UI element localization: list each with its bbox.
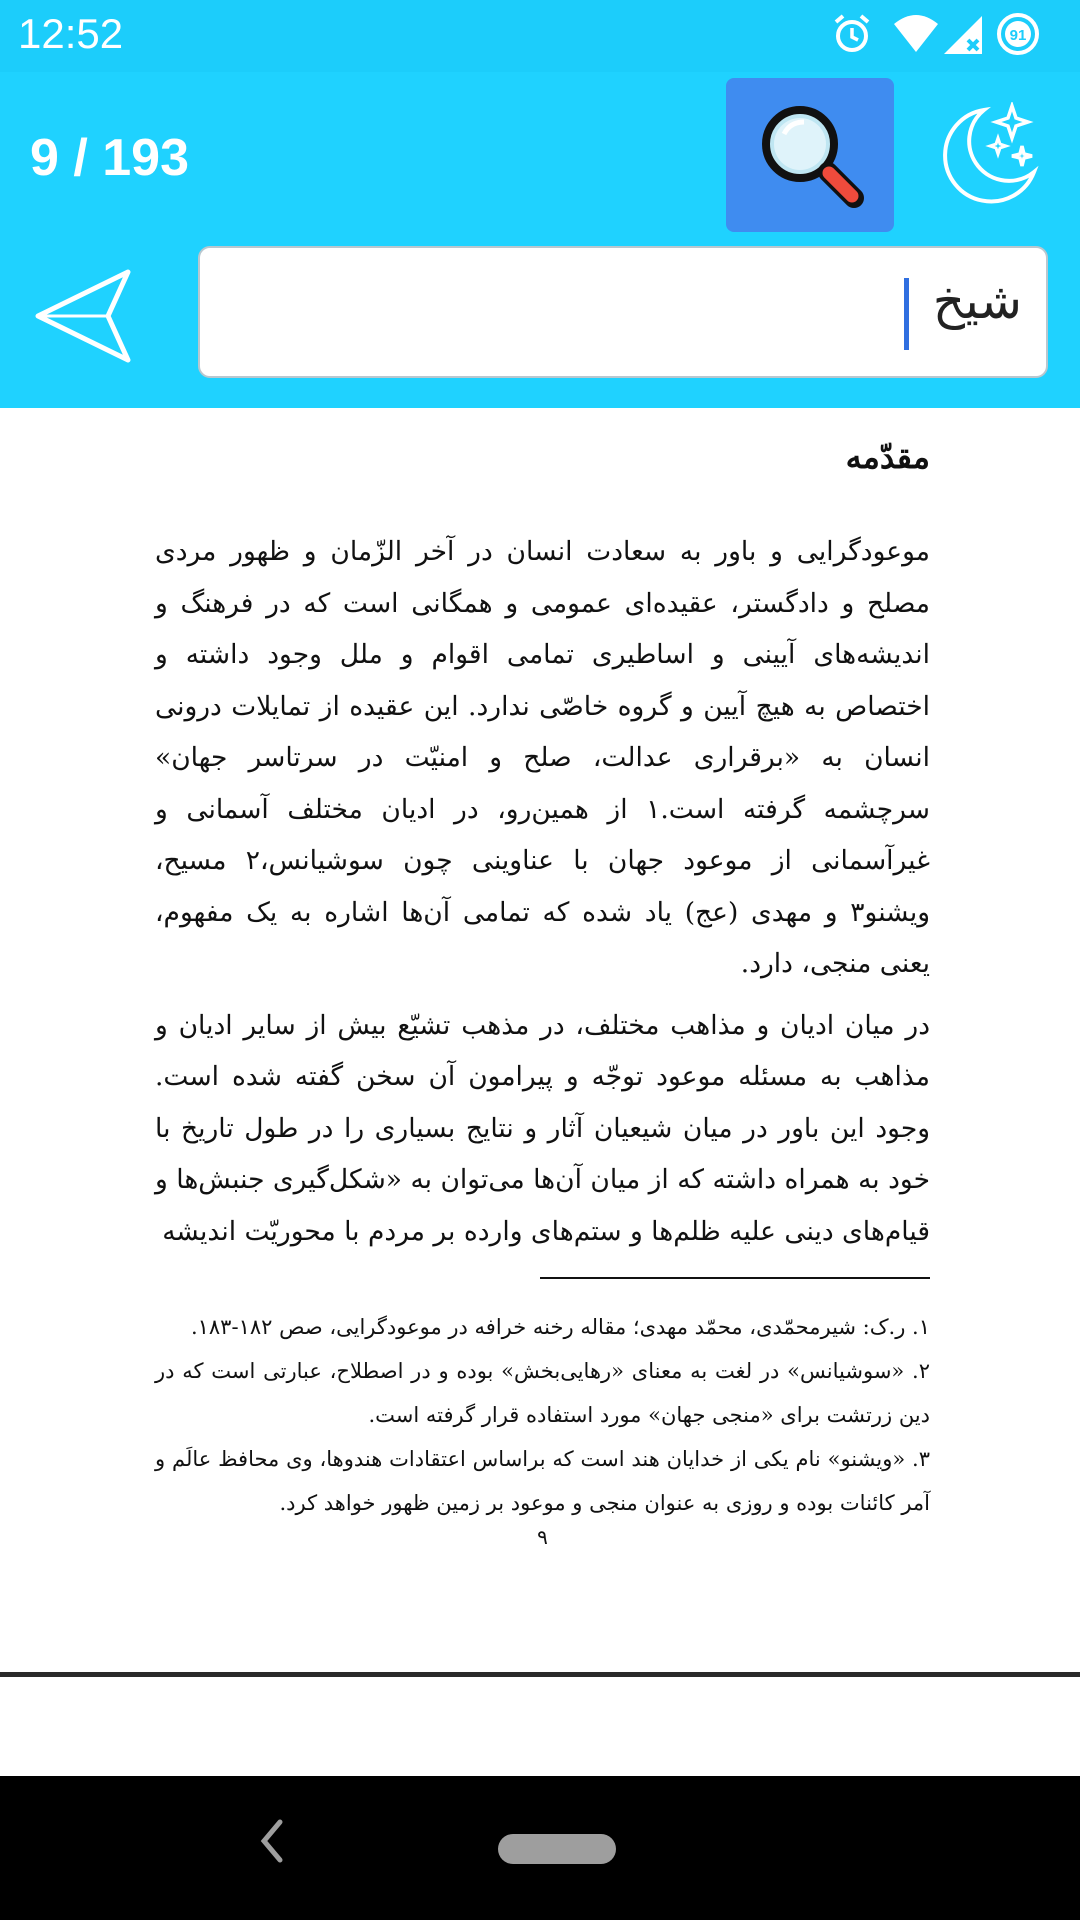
status-time: 12:52	[18, 10, 124, 57]
page-number: ۹	[537, 1525, 548, 1549]
footnote: ۱. ر.ک: شیرمحمّدی، محمّد مهدی؛ مقاله رخنه خرافه در موعودگرایی، صص ۱۸۲-۱۸۳.	[190, 1315, 930, 1339]
footnote-divider	[540, 1277, 930, 1279]
signal-icon	[942, 14, 984, 56]
status-bar	[0, 0, 1080, 72]
navigation-bar	[0, 1776, 1080, 1920]
paragraph: موعودگرایی و باور به سعادت انسان در آخر الزّمان و ظهور مردی مصلح و دادگستر، عقیده‌ای عمومی و همگانی است که در فرهنگ و اندیشه‌های آیینی و اساطیری تمامی اقوام و ملل وجود داشته و اختصاص به هیچ آیین و گروه خاصّی ندارد. این عقیده از تمایلات درونی انسان به «برقراری عدالت، صلح و امنیّت در سرتاسر جهان» سرچشمه گرفته است.۱ از همین‌رو، در ادیان مختلف آسمانی و غیرآسمانی از موعود جهان با عناوینی چون سوشیانس،۲ مسیح، ویشنو۳ و مهدی (عج) یاد شده که تمامی آن‌ها اشاره به یک مفهوم، یعنی منجی، دارد.	[155, 536, 931, 979]
page-heading: مقدّمه	[845, 438, 930, 476]
book-page-view[interactable]	[0, 408, 1080, 1670]
footnote: ۲. «سوشیانس» در لغت به معنای «رهایی‌بخش» بوده و در اصطلاح، عبارتی است که در دین زرتشت برای «منجی جهان» مورد استفاده قرار گرفته است.	[155, 1359, 930, 1427]
book-page	[155, 438, 930, 1549]
search-input[interactable]	[198, 246, 1048, 378]
text-caret	[904, 278, 909, 350]
send-arrow-icon[interactable]	[34, 268, 134, 364]
back-icon[interactable]	[256, 1816, 286, 1866]
battery-level: 91	[1009, 27, 1027, 44]
battery-icon	[996, 12, 1040, 56]
paragraph: در میان ادیان و مذاهب مختلف، در مذهب تشیّع بیش از سایر ادیان و مذاهب به مسئله موعود توجّه و پیرامون آن سخن گفته شده است. وجود این باور در میان شیعیان آثار و نتایج بسیاری را در طول تاریخ با خود به همراه داشته که از میان آن‌ها می‌توان به «شکل‌گیری جنبش‌ها و قیام‌های دینی علیه ظلم‌ها و ستم‌های وارده بر مردم با محوریّت اندیشه	[155, 1009, 930, 1247]
alarm-icon	[830, 12, 874, 56]
page-counter: 9 / 193	[30, 129, 190, 187]
home-pill[interactable]	[498, 1834, 616, 1864]
status-icons	[830, 12, 1050, 62]
page-divider	[0, 1672, 1080, 1677]
search-button[interactable]	[726, 78, 894, 232]
wifi-icon	[892, 14, 940, 54]
search-input-value: شیخ	[932, 272, 1022, 330]
toolbar	[0, 72, 1080, 408]
footnote: ۳. «ویشنو» نام یکی از خدایان هند است که براساس اعتقادات هندوها، وی محافظ عالَم و آمر کائنات بوده و روزی به عنوان منجی و موعود بر زمین ظهور خواهد کرد.	[155, 1447, 930, 1515]
magnifier-icon	[756, 100, 866, 210]
moon-stars-icon[interactable]	[938, 102, 1042, 206]
